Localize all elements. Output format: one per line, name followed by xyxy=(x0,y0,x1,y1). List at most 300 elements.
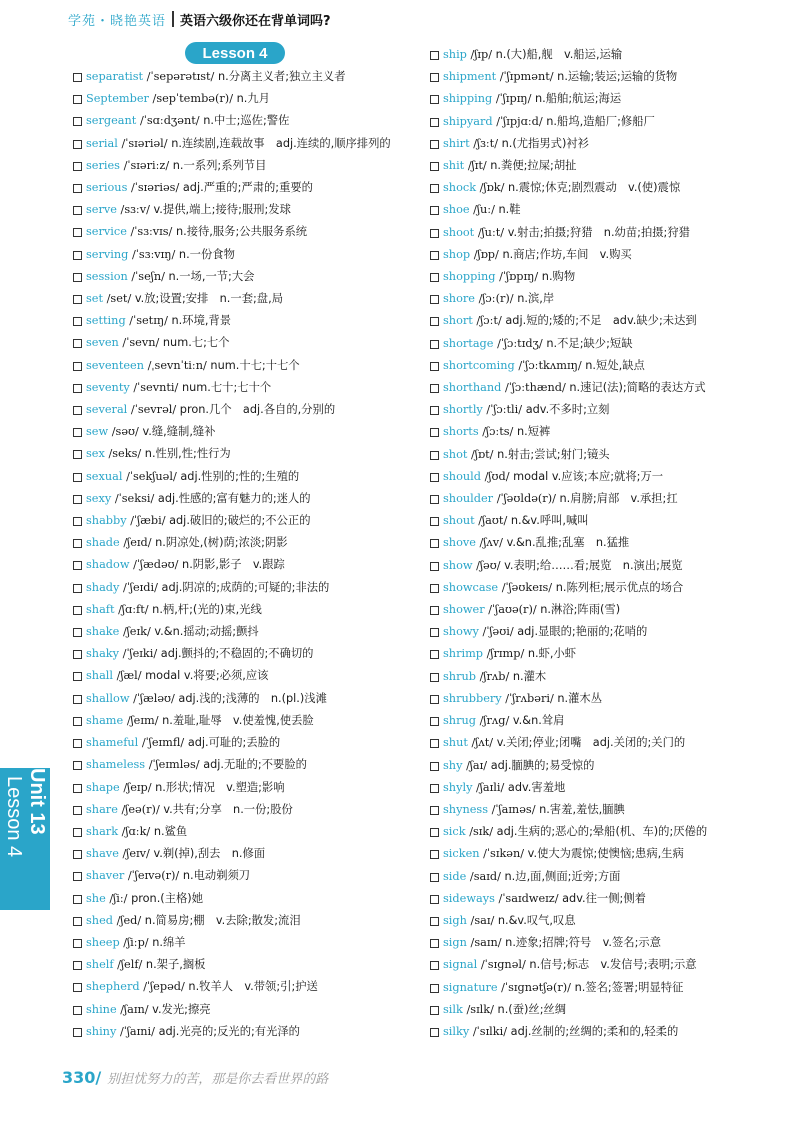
word-entry xyxy=(430,510,782,532)
entry-definition: v.共有;分享 n.一份;股份 xyxy=(163,802,293,816)
entry-definition: n.九月 xyxy=(236,92,270,106)
checkbox-icon[interactable] xyxy=(430,717,439,726)
checkbox-icon[interactable] xyxy=(73,983,82,992)
entry-phonetic: /ˈsɪgnətʃə(r)/ xyxy=(501,980,571,994)
entry-phonetic: /ˈsaɪdweɪz/ xyxy=(498,891,559,905)
word-entry xyxy=(430,333,782,355)
entry-phonetic: /ˈsɑːdʒənt/ xyxy=(139,114,200,128)
entry-word: signal xyxy=(443,958,478,972)
checkbox-icon[interactable] xyxy=(73,251,82,260)
entry-word: sign xyxy=(443,936,467,950)
word-entry xyxy=(73,88,425,110)
entry-phonetic: /ʃæl/ xyxy=(116,669,142,683)
word-entry xyxy=(430,244,782,266)
entry-definition: n.(蚕)丝;丝绸 xyxy=(497,1002,567,1016)
word-entry xyxy=(430,577,782,599)
checkbox-icon[interactable] xyxy=(430,428,439,437)
entry-word: sexy xyxy=(86,491,112,505)
entry-word: sergeant xyxy=(86,114,137,128)
word-entry xyxy=(430,355,782,377)
entry-definition: v.使大为震惊;使懊恼;患病,生病 xyxy=(527,847,684,861)
checkbox-icon[interactable] xyxy=(430,51,439,60)
checkbox-icon[interactable] xyxy=(73,273,82,282)
footer-motto: 别担忧努力的苦，那是你去看世界的路 xyxy=(107,1072,329,1087)
word-entry xyxy=(73,488,425,510)
word-entry xyxy=(73,999,425,1021)
entry-phonetic: /ʃɔːt/ xyxy=(476,314,502,328)
entry-word: shopping xyxy=(443,270,496,284)
entry-definition: n.&v.呼叫,喊叫 xyxy=(510,514,589,528)
entry-word: shape xyxy=(86,780,120,794)
entry-definition: n.(尤指男式)衬衫 xyxy=(501,136,589,150)
entry-phonetic: /ˈʃəʊkeɪs/ xyxy=(501,580,553,594)
checkbox-icon[interactable] xyxy=(73,717,82,726)
entry-phonetic: /ˈsɪgnəl/ xyxy=(480,958,526,972)
entry-phonetic: /ʃɒp/ xyxy=(473,247,499,261)
checkbox-icon[interactable] xyxy=(430,140,439,149)
entry-phonetic: /ˈsevnti/ xyxy=(133,380,179,394)
checkbox-icon[interactable] xyxy=(73,917,82,926)
entry-phonetic: /ʃiːp/ xyxy=(123,935,149,949)
entry-word: sicken xyxy=(443,847,480,861)
word-entry xyxy=(73,954,425,976)
entry-definition: v.放;设置;安排 n.一套;盘,局 xyxy=(134,292,283,306)
word-entry xyxy=(73,865,425,887)
entry-word: shove xyxy=(443,536,476,550)
entry-phonetic: /ˈʃaɪnəs/ xyxy=(491,802,536,816)
word-entry xyxy=(73,199,425,221)
entry-definition: n.船坞,造船厂;修船厂 xyxy=(546,114,655,128)
entry-phonetic: /ˈʃædəʊ/ xyxy=(133,558,179,572)
entry-definition: pron.(主格)她 xyxy=(131,891,203,905)
entry-definition: v.&n.乱推;乱塞 n.猛推 xyxy=(506,536,630,550)
checkbox-icon[interactable] xyxy=(73,1006,82,1015)
entry-definition: n.肩膀;肩部 v.承担;扛 xyxy=(559,492,678,506)
checkbox-icon[interactable] xyxy=(430,628,439,637)
checkbox-icon[interactable] xyxy=(73,850,82,859)
word-entry xyxy=(73,510,425,532)
checkbox-icon[interactable] xyxy=(73,450,82,459)
entry-definition: num.七十;七十个 xyxy=(181,380,272,394)
entry-word: shadow xyxy=(86,558,130,572)
checkbox-icon[interactable] xyxy=(73,317,82,326)
entry-word: shop xyxy=(443,247,471,261)
entry-word: several xyxy=(86,403,128,417)
entry-word: seventeen xyxy=(86,358,145,372)
word-entry xyxy=(73,710,425,732)
word-entry xyxy=(73,599,425,621)
checkbox-icon[interactable] xyxy=(73,495,82,504)
entry-definition: n.虾,小虾 xyxy=(527,647,577,661)
checkbox-icon[interactable] xyxy=(430,162,439,171)
checkbox-icon[interactable] xyxy=(430,317,439,326)
entry-definition: n.电动剃须刀 xyxy=(182,869,251,883)
entry-phonetic: /ˈʃɪpmənt/ xyxy=(499,70,554,84)
entry-word: set xyxy=(86,292,104,306)
checkbox-icon[interactable] xyxy=(73,95,82,104)
checkbox-icon[interactable] xyxy=(73,584,82,593)
word-entry xyxy=(430,88,782,110)
checkbox-icon[interactable] xyxy=(73,561,82,570)
entry-phonetic: /ˈʃeɪdi/ xyxy=(123,580,158,594)
entry-definition: adj.短的;矮的;不足 adv.缺少;未达到 xyxy=(505,314,697,328)
word-entry xyxy=(430,399,782,421)
entry-word: seventy xyxy=(86,380,130,394)
checkbox-icon[interactable] xyxy=(430,606,439,615)
entry-word: shorts xyxy=(443,425,479,439)
entry-word: shit xyxy=(443,159,465,173)
entry-definition: modal v.应该;本应;就将;万一 xyxy=(513,469,664,483)
entry-definition: adj.颤抖的;不稳固的;不确切的 xyxy=(160,647,314,661)
entry-definition: n.迹象;招牌;符号 v.签名;示意 xyxy=(505,936,661,950)
checkbox-icon[interactable] xyxy=(430,495,439,504)
entry-phonetic: /səʊ/ xyxy=(111,425,139,439)
entry-word: shoulder xyxy=(443,492,494,506)
checkbox-icon[interactable] xyxy=(430,961,439,970)
entry-phonetic: /saɪ/ xyxy=(470,913,495,927)
checkbox-icon[interactable] xyxy=(73,384,82,393)
checkbox-icon[interactable] xyxy=(430,828,439,837)
entry-word: shave xyxy=(86,847,119,861)
entry-word: shock xyxy=(443,181,477,195)
checkbox-icon[interactable] xyxy=(73,695,82,704)
entry-definition: n.边,面,侧面;近旁;方面 xyxy=(504,869,621,883)
entry-definition: n.性别,性;性行为 xyxy=(144,447,231,461)
checkbox-icon[interactable] xyxy=(430,229,439,238)
entry-definition: adv.往一侧;侧着 xyxy=(562,891,646,905)
checkbox-icon[interactable] xyxy=(73,162,82,171)
word-entry xyxy=(430,177,782,199)
checkbox-icon[interactable] xyxy=(430,73,439,82)
entry-definition: n.牧羊人 v.带领;引;护送 xyxy=(188,980,318,994)
checkbox-icon[interactable] xyxy=(430,273,439,282)
entry-definition: n.灌木丛 xyxy=(557,691,603,705)
entry-phonetic: /ˈʃɔːthænd/ xyxy=(504,381,566,395)
entry-definition: n.短处,缺点 xyxy=(585,358,645,372)
checkbox-icon[interactable] xyxy=(430,650,439,659)
checkbox-icon[interactable] xyxy=(73,428,82,437)
entry-definition: n.一场,一节;大会 xyxy=(168,269,255,283)
checkbox-icon[interactable] xyxy=(73,939,82,948)
entry-definition: n.滨,岸 xyxy=(517,292,555,306)
word-entry xyxy=(430,555,782,577)
entry-definition: adj.阴凉的;成荫的;可疑的;非法的 xyxy=(161,580,330,594)
word-entry xyxy=(430,133,782,155)
entry-phonetic: /ˈsɜːvɪs/ xyxy=(130,225,173,239)
entry-phonetic: /ˈʃeɪvə(r)/ xyxy=(127,869,180,883)
checkbox-icon[interactable] xyxy=(430,451,439,460)
word-entry xyxy=(430,755,782,777)
entry-phonetic: /ˈʃɒpɪŋ/ xyxy=(499,270,539,284)
checkbox-icon[interactable] xyxy=(73,184,82,193)
word-entry xyxy=(73,621,425,643)
entry-phonetic: /ˈʃæləʊ/ xyxy=(133,691,175,705)
checkbox-icon[interactable] xyxy=(73,362,82,371)
word-entry xyxy=(430,466,782,488)
entry-word: session xyxy=(86,269,128,283)
entry-word: shot xyxy=(443,447,468,461)
word-entry xyxy=(430,199,782,221)
checkbox-icon[interactable] xyxy=(430,206,439,215)
lesson-label: Lesson 4 xyxy=(3,776,25,858)
checkbox-icon[interactable] xyxy=(430,762,439,771)
checkbox-icon[interactable] xyxy=(430,695,439,704)
entry-definition: v.剃(掉),刮去 n.修面 xyxy=(153,847,266,861)
entry-definition: n.分离主义者;独立主义者 xyxy=(217,70,346,83)
checkbox-icon[interactable] xyxy=(430,1006,439,1015)
entry-definition: modal v.将要;必须,应该 xyxy=(145,669,269,683)
entry-word: sigh xyxy=(443,913,467,927)
entry-word: shipment xyxy=(443,70,497,84)
checkbox-icon[interactable] xyxy=(430,251,439,260)
checkbox-icon[interactable] xyxy=(73,206,82,215)
entry-word: shortage xyxy=(443,336,494,350)
word-entry xyxy=(73,932,425,954)
entry-definition: n.形状;情况 v.塑造;影响 xyxy=(155,780,285,794)
checkbox-icon[interactable] xyxy=(430,673,439,682)
checkbox-icon[interactable] xyxy=(430,517,439,526)
checkbox-icon[interactable] xyxy=(430,562,439,571)
checkbox-icon[interactable] xyxy=(73,806,82,815)
entry-phonetic: /ˈsɪlki/ xyxy=(472,1024,508,1038)
entry-phonetic: /ʃɑːk/ xyxy=(121,824,151,838)
entry-phonetic: /ʃeə(r)/ xyxy=(121,802,160,816)
checkbox-icon[interactable] xyxy=(73,650,82,659)
word-entry xyxy=(430,688,782,710)
entry-definition: adj.显眼的;艳丽的;花哨的 xyxy=(517,625,648,639)
entry-phonetic: /ˌsevnˈtiːn/ xyxy=(147,358,207,372)
entry-phonetic: /ʃɑːft/ xyxy=(118,602,149,616)
checkbox-icon[interactable] xyxy=(430,984,439,993)
checkbox-icon[interactable] xyxy=(430,362,439,371)
entry-phonetic: /ˈseʃn/ xyxy=(131,269,165,283)
entry-word: sexual xyxy=(86,469,123,483)
checkbox-icon[interactable] xyxy=(430,917,439,926)
word-entry xyxy=(430,310,782,332)
entry-word: shaft xyxy=(86,602,115,616)
entry-phonetic: /ʃeɪv/ xyxy=(122,847,150,861)
word-entry xyxy=(73,688,425,710)
word-entry xyxy=(430,821,782,843)
entry-phonetic: /ˈʃəʊldə(r)/ xyxy=(496,492,556,506)
entry-word: shame xyxy=(86,713,124,727)
entry-phonetic: /ʃɜːt/ xyxy=(473,136,499,150)
entry-definition: n.震惊;休克;剧烈震动 v.(使)震惊 xyxy=(508,181,681,195)
word-entry xyxy=(73,443,425,465)
entry-phonetic: /ʃeɪp/ xyxy=(123,780,152,794)
entry-definition: v.射击;拍摄;狩猎 n.幼苗;拍摄;狩猎 xyxy=(507,225,690,239)
checkbox-icon[interactable] xyxy=(73,473,82,482)
entry-word: shade xyxy=(86,536,120,550)
checkbox-icon[interactable] xyxy=(73,828,82,837)
entry-phonetic: /ˈʃaɪni/ xyxy=(119,1024,155,1038)
checkbox-icon[interactable] xyxy=(73,739,82,748)
checkbox-icon[interactable] xyxy=(73,228,82,237)
entry-word: serving xyxy=(86,247,129,261)
word-entry xyxy=(73,754,425,776)
checkbox-icon[interactable] xyxy=(73,1028,82,1037)
entry-phonetic: /ʃʊd/ xyxy=(484,469,510,483)
word-entry xyxy=(73,1021,425,1043)
entry-definition: adj.性别的;性的;生殖的 xyxy=(180,469,300,483)
entry-word: serious xyxy=(86,181,128,195)
entry-definition: n.连续剧,连载故事 adj.连续的,顺序排列的 xyxy=(171,136,391,150)
checkbox-icon[interactable] xyxy=(73,961,82,970)
entry-word: serial xyxy=(86,136,118,150)
entry-word: she xyxy=(86,891,106,905)
checkbox-icon[interactable] xyxy=(430,406,439,415)
entry-definition: pron.几个 adj.各自的,分别的 xyxy=(179,403,336,417)
entry-definition: n.柄,杆;(光的)束,光线 xyxy=(152,602,262,616)
entry-word: shoe xyxy=(443,203,470,217)
checkbox-icon[interactable] xyxy=(430,584,439,593)
checkbox-icon[interactable] xyxy=(73,73,82,82)
word-entry xyxy=(73,399,425,421)
entry-definition: n.商店;作坊,车间 v.购买 xyxy=(502,247,632,261)
word-entry xyxy=(73,821,425,843)
checkbox-icon[interactable] xyxy=(73,140,82,149)
entry-phonetic: /ʃrɪmp/ xyxy=(486,647,525,661)
entry-phonetic: /ˈʃəʊi/ xyxy=(482,625,514,639)
checkbox-icon[interactable] xyxy=(430,806,439,815)
checkbox-icon[interactable] xyxy=(73,672,82,681)
entry-definition: n.鲨鱼 xyxy=(153,824,188,838)
checkbox-icon[interactable] xyxy=(430,118,439,127)
unit-side-tab xyxy=(0,768,50,910)
checkbox-icon[interactable] xyxy=(430,895,439,904)
word-entry xyxy=(73,665,425,687)
checkbox-icon[interactable] xyxy=(73,872,82,881)
entry-definition: n.简易房;棚 v.去除;散发;流泪 xyxy=(144,913,301,927)
checkbox-icon[interactable] xyxy=(73,606,82,615)
entry-phonetic: /ˈsɪəriəl/ xyxy=(121,136,168,150)
entry-definition: n.害羞,羞怯,腼腆 xyxy=(539,802,625,816)
checkbox-icon[interactable] xyxy=(73,517,82,526)
checkbox-icon[interactable] xyxy=(430,1028,439,1037)
entry-word: shed xyxy=(86,913,113,927)
entry-definition: n.运输;装运;运输的货物 xyxy=(557,70,678,84)
entry-definition: v.关闭;停业;闭嘴 adj.关闭的;关门的 xyxy=(496,736,686,750)
checkbox-icon[interactable] xyxy=(430,184,439,193)
entry-phonetic: /ˈsevrəl/ xyxy=(130,403,177,417)
entry-definition: n.不足;缺少;短缺 xyxy=(546,336,633,350)
checkbox-icon[interactable] xyxy=(430,384,439,393)
checkbox-icon[interactable] xyxy=(430,95,439,104)
word-entry xyxy=(73,466,425,488)
entry-phonetic: /ˈʃepəd/ xyxy=(143,980,185,994)
word-entry xyxy=(430,532,782,554)
entry-definition: n.信号;标志 v.发信号;表明;示意 xyxy=(529,958,697,972)
entry-definition: n.一系列;系列节目 xyxy=(172,158,267,172)
entry-phonetic: /sɪk/ xyxy=(469,825,494,839)
entry-phonetic: /ˈʃɔːtli/ xyxy=(486,403,523,417)
checkbox-icon[interactable] xyxy=(73,339,82,348)
entry-phonetic: /saɪn/ xyxy=(470,936,502,950)
entry-phonetic: /ʃuːt/ xyxy=(477,225,505,239)
checkbox-icon[interactable] xyxy=(430,939,439,948)
entry-definition: adj.丝制的;丝绸的;柔和的,轻柔的 xyxy=(510,1024,679,1038)
entry-word: shipyard xyxy=(443,114,493,128)
word-entry xyxy=(73,888,425,910)
checkbox-icon[interactable] xyxy=(73,784,82,793)
entry-phonetic: /ʃuː/ xyxy=(473,203,495,217)
word-entry xyxy=(430,488,782,510)
entry-word: should xyxy=(443,469,481,483)
word-entry xyxy=(430,44,782,66)
entry-word: shrug xyxy=(443,714,476,728)
word-entry xyxy=(73,421,425,443)
word-entry xyxy=(430,1021,782,1043)
entry-phonetic: /ˈʃɔːtɪdʒ/ xyxy=(497,336,543,350)
entry-word: shameless xyxy=(86,758,146,772)
entry-phonetic: /ʃaʊt/ xyxy=(478,514,508,528)
entry-definition: n.灌木 xyxy=(512,669,547,683)
entry-word: shady xyxy=(86,580,120,594)
checkbox-icon[interactable] xyxy=(73,117,82,126)
entry-phonetic: /ʃɔː(r)/ xyxy=(478,292,514,306)
word-entry xyxy=(73,777,425,799)
entry-definition: v.表明;给……看;展览 n.演出;展览 xyxy=(504,558,683,572)
entry-definition: n.(大)船,舰 v.船运,运输 xyxy=(495,48,623,61)
checkbox-icon[interactable] xyxy=(430,784,439,793)
entry-word: setting xyxy=(86,314,126,328)
checkbox-icon[interactable] xyxy=(73,295,82,304)
entry-definition: adv.害羞地 xyxy=(507,780,566,794)
entry-phonetic: /ˈʃæbi/ xyxy=(130,514,166,528)
checkbox-icon[interactable] xyxy=(73,761,82,770)
word-entry xyxy=(430,799,782,821)
checkbox-icon[interactable] xyxy=(430,473,439,482)
word-entry xyxy=(430,777,782,799)
word-entry xyxy=(430,710,782,732)
word-entry xyxy=(430,888,782,910)
entry-phonetic: /ˈsɪkən/ xyxy=(483,847,525,861)
entry-phonetic: /ʃrʌb/ xyxy=(479,669,510,683)
entry-definition: n.签名;签署;明显特征 xyxy=(574,980,684,994)
checkbox-icon[interactable] xyxy=(73,628,82,637)
checkbox-icon[interactable] xyxy=(73,895,82,904)
checkbox-icon[interactable] xyxy=(430,539,439,548)
entry-word: shallow xyxy=(86,691,130,705)
word-entry xyxy=(73,377,425,399)
brand-name: 学苑・晓艳英语 xyxy=(68,13,167,29)
checkbox-icon[interactable] xyxy=(430,739,439,748)
entry-phonetic: /ˈsɪəriːz/ xyxy=(123,158,170,172)
entry-word: shut xyxy=(443,736,468,750)
entry-word: shoot xyxy=(443,225,475,239)
entry-word: showy xyxy=(443,625,479,639)
entry-definition: adj.光亮的;反光的;有光泽的 xyxy=(158,1024,300,1038)
word-entry xyxy=(73,355,425,377)
entry-phonetic: /ʃɒk/ xyxy=(479,181,505,195)
entry-word: shyness xyxy=(443,802,489,816)
entry-word: shaky xyxy=(86,647,120,661)
entry-definition: n.羞耻,耻辱 v.使羞愧,使丢脸 xyxy=(162,713,314,727)
checkbox-icon[interactable] xyxy=(430,850,439,859)
entry-word: shelf xyxy=(86,958,114,972)
checkbox-icon[interactable] xyxy=(430,873,439,882)
checkbox-icon[interactable] xyxy=(73,539,82,548)
running-header xyxy=(68,8,331,30)
word-entry xyxy=(73,532,425,554)
checkbox-icon[interactable] xyxy=(430,340,439,349)
word-entry xyxy=(73,843,425,865)
entry-definition: n.鞋 xyxy=(498,203,521,217)
entry-definition: v.&n.摇动;动摇;颤抖 xyxy=(154,625,259,639)
word-entry xyxy=(430,666,782,688)
checkbox-icon[interactable] xyxy=(430,295,439,304)
checkbox-icon[interactable] xyxy=(73,406,82,415)
